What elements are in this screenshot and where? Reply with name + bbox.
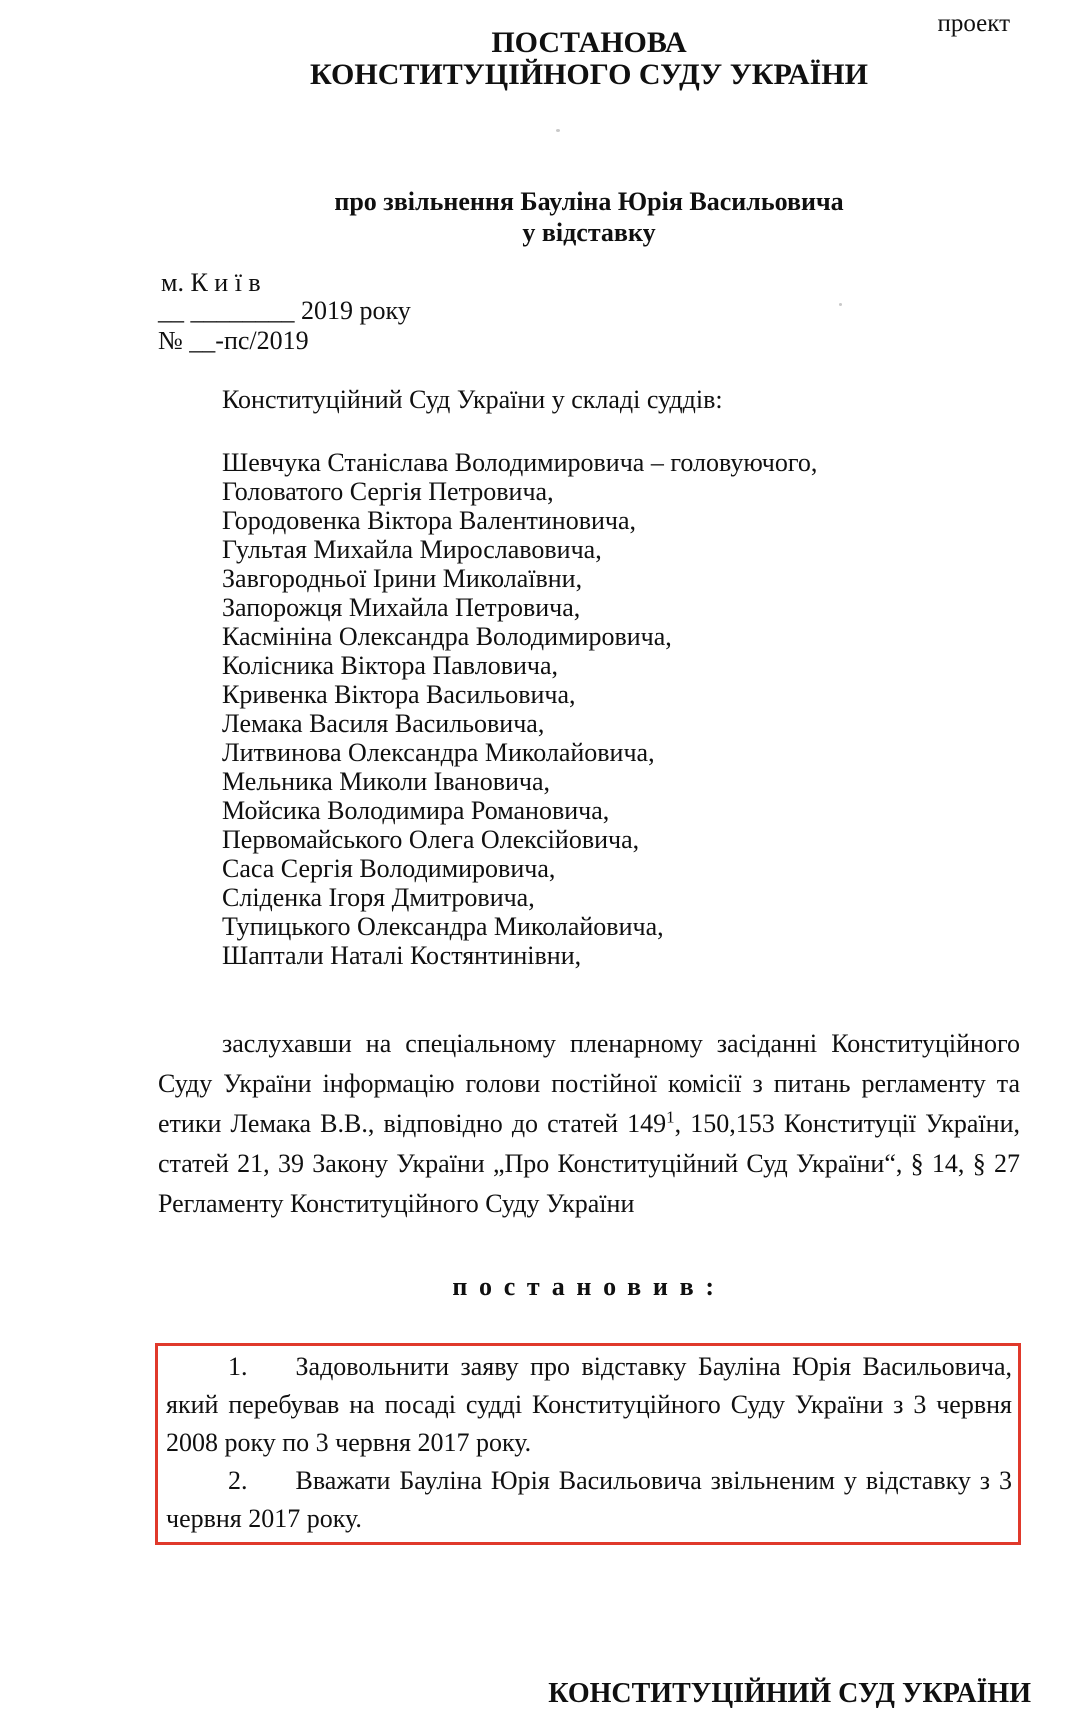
scan-artifact-dot xyxy=(839,303,842,306)
judge-line: Кривенка Віктора Васильовича, xyxy=(222,680,576,709)
resolution-item-2 xyxy=(166,1462,1012,1538)
resolution-item-1 xyxy=(166,1348,1012,1462)
document-number-line: № __-пс/2019 xyxy=(158,326,309,355)
preamble-text-part1: заслухавши на спеціальному пленарному засіданні Конституційного Суду України інформацію голови постійної комісії з питань регламенту та етики Лемака В.В., відповідно до статей 149 xyxy=(158,1029,1020,1138)
resolution-item-2-number: 2. xyxy=(228,1466,248,1495)
date-blank-line: __ ________ 2019 року xyxy=(158,296,411,325)
document-subtitle-line2: у відставку xyxy=(522,218,656,247)
judge-line: Завгородньої Ірини Миколаївни, xyxy=(222,564,583,593)
document-subtitle xyxy=(158,186,1020,248)
resolved-heading: постановив: xyxy=(452,1272,726,1301)
judge-line: Городовенка Віктора Валентиновича, xyxy=(222,506,637,535)
composition-intro: Конституційний Суд України у складі суддів: xyxy=(222,385,723,414)
judges-list xyxy=(222,448,962,970)
footer-court-name: КОНСТИТУЦІЙНИЙ СУД УКРАЇНИ xyxy=(548,1678,1031,1709)
city-line: м. К и ї в xyxy=(161,268,261,297)
judge-line: Первомайського Олега Олексійовича, xyxy=(222,825,640,854)
resolution-item-1-text: Задовольнити заяву про відставку Бауліна Юрія Васильовича, який перебував на посаді судді Конституційного Суду України з 3 червня 2008 року по 3 червня 2017 року. xyxy=(166,1352,1012,1457)
judge-line: Касмініна Олександра Володимировича, xyxy=(222,622,672,651)
document-title-line1: ПОСТАНОВА xyxy=(491,26,687,59)
resolution-item-2-text: Вважати Бауліна Юрія Васильовича звільненим у відставку з 3 червня 2017 року. xyxy=(166,1466,1012,1533)
judge-line: Литвинова Олександра Миколайовича, xyxy=(222,738,655,767)
judge-line: Запорожця Михайла Петровича, xyxy=(222,593,581,622)
document-title-line2: КОНСТИТУЦІЙНОГО СУДУ УКРАЇНИ xyxy=(310,58,868,91)
preamble-text-part2: , 150,153 Конституції України, статей 21, 39 Закону України „Про Конституційний Суд України“, § 14, § 27 Регламенту Конституційного Суду України xyxy=(158,1109,1020,1218)
judge-line: Колісника Віктора Павловича, xyxy=(222,651,558,680)
judge-line: Мойсика Володимира Романовича, xyxy=(222,796,610,825)
resolution-item-1-number: 1. xyxy=(228,1352,248,1381)
judge-line: Шевчука Станіслава Володимировича – головуючого, xyxy=(222,448,818,477)
scan-artifact-dot xyxy=(556,129,560,132)
judge-line: Саса Сергія Володимировича, xyxy=(222,854,556,883)
document-title xyxy=(158,27,1020,91)
judge-line: Лемака Василя Васильовича, xyxy=(222,709,545,738)
judge-line: Тупицького Олександра Миколайовича, xyxy=(222,912,664,941)
judge-line: Шаптали Наталі Костянтинівни, xyxy=(222,941,582,970)
judge-line: Мельника Миколи Івановича, xyxy=(222,767,550,796)
document-subtitle-line1: про звільнення Бауліна Юрія Васильовича xyxy=(334,187,844,216)
judge-line: Гультая Михайла Мирославовича, xyxy=(222,535,602,564)
judge-line: Головатого Сергія Петровича, xyxy=(222,477,554,506)
judge-line: Сліденка Ігоря Дмитровича, xyxy=(222,883,535,912)
draft-label: проект xyxy=(937,10,1010,37)
resolution-highlight-box xyxy=(155,1343,1021,1545)
preamble-paragraph xyxy=(158,1024,1020,1224)
article-superscript: 1 xyxy=(666,1107,675,1127)
